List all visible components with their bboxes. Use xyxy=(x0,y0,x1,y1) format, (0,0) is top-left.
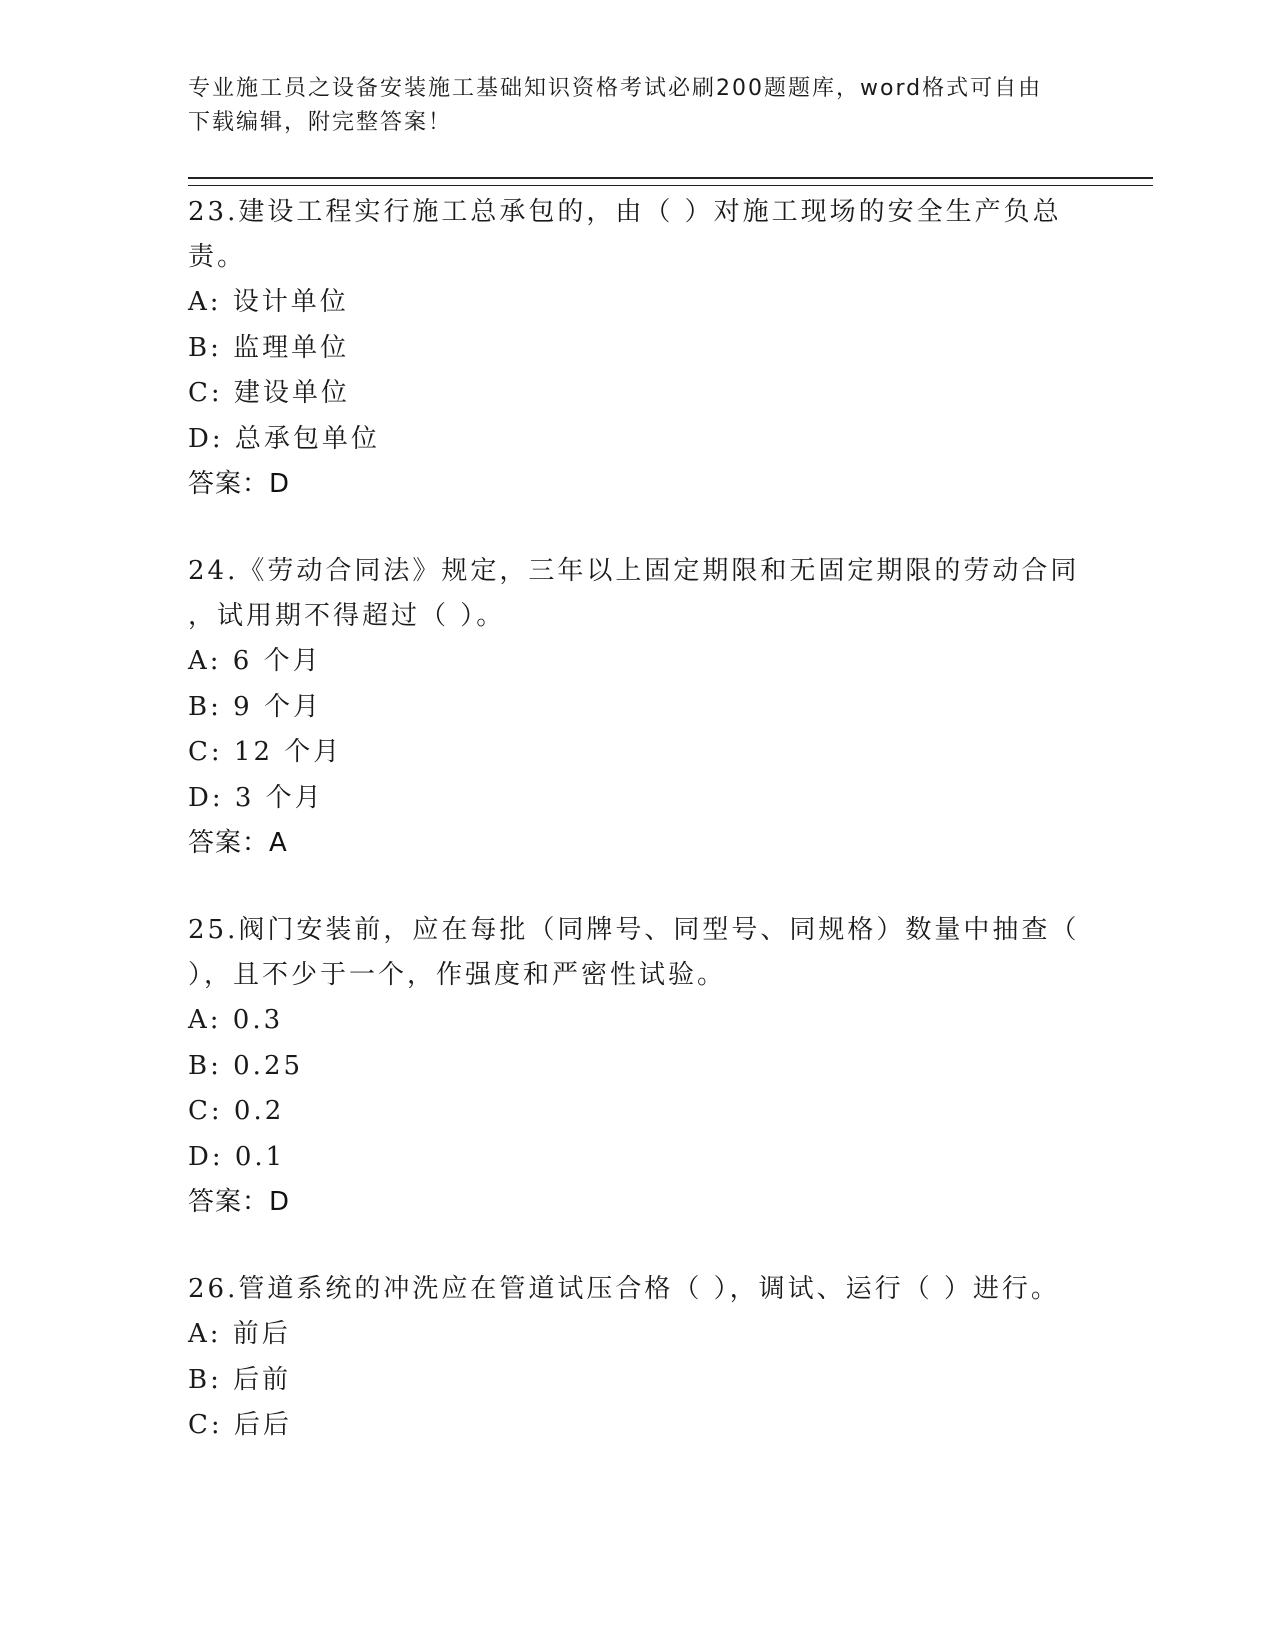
question-stem-line: ），且不少于一个，作强度和严密性试验。 xyxy=(188,960,727,990)
answer-line: 答案：D xyxy=(188,1187,291,1217)
option-a: A: 前后 xyxy=(188,1319,291,1349)
question-25 xyxy=(188,908,1088,1225)
question-23 xyxy=(188,190,1088,507)
option-b: B: 0.25 xyxy=(188,1050,304,1081)
question-24 xyxy=(188,549,1088,866)
header-line-2: 下载编辑，附完整答案！ xyxy=(188,110,453,135)
answer-line: 答案：D xyxy=(188,469,291,499)
option-c: C: 后后 xyxy=(188,1410,292,1440)
question-stem-line: 责。 xyxy=(188,242,247,272)
question-stem-line: 24.《劳动合同法》规定，三年以上固定期限和无固定期限的劳动合同 xyxy=(188,556,1080,586)
option-d: D: 3 个月 xyxy=(188,782,324,813)
option-c: C: 建设单位 xyxy=(188,378,350,408)
question-stem-line: ，试用期不得超过（ ）。 xyxy=(188,601,506,631)
option-c: C: 0.2 xyxy=(188,1096,285,1126)
question-26 xyxy=(188,1267,1088,1449)
option-b: B: 后前 xyxy=(188,1364,292,1395)
document-header xyxy=(188,72,1068,140)
option-a: A: 设计单位 xyxy=(188,287,349,317)
option-c: C: 12 个月 xyxy=(188,737,343,767)
option-a: A: 6 个月 xyxy=(188,646,322,676)
header-divider xyxy=(188,177,1153,186)
option-b: B: 9 个月 xyxy=(188,691,322,722)
question-stem-line: 25.阀门安装前，应在每批（同牌号、同型号、同规格）数量中抽查（ xyxy=(188,915,1080,945)
option-b: B: 监理单位 xyxy=(188,332,350,363)
option-d: D: 0.1 xyxy=(188,1141,286,1172)
option-a: A: 0.3 xyxy=(188,1005,284,1035)
question-stem-line: 23.建设工程实行施工总承包的，由（ ）对施工现场的安全生产负总 xyxy=(188,197,1062,227)
option-d: D: 总承包单位 xyxy=(188,423,380,454)
header-line-1: 专业施工员之设备安装施工基础知识资格考试必刷200题题库，word格式可自由 xyxy=(188,76,1043,101)
question-list xyxy=(188,190,1088,1491)
question-stem-line: 26.管道系统的冲洗应在管道试压合格（ ），调试、运行（ ）进行。 xyxy=(188,1274,1060,1304)
answer-line: 答案：A xyxy=(188,828,288,858)
